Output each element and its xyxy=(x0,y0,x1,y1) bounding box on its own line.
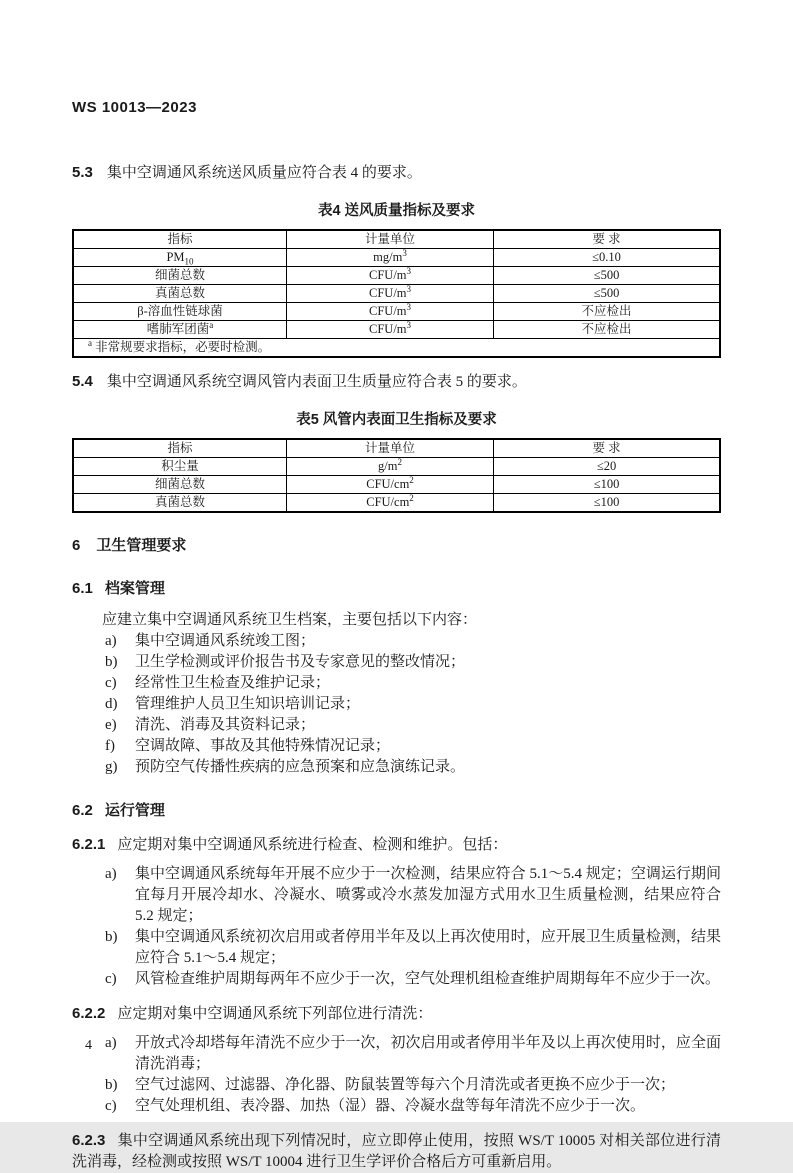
item-text: 空调故障、事故及其他特殊情况记录； xyxy=(135,738,391,754)
item-text: 预防空气传播性疾病的应急预案和应急演练记录。 xyxy=(135,759,466,775)
requirement-cell: ≤20 xyxy=(494,458,720,476)
clause-6-2-3 xyxy=(72,1130,721,1173)
indicator-cell xyxy=(73,303,287,321)
unit-cell xyxy=(287,494,494,513)
indicator-cell xyxy=(73,476,287,494)
requirement-cell: ≤500 xyxy=(494,267,720,285)
list-item xyxy=(72,631,721,652)
heading-title: 卫生管理要求 xyxy=(96,537,187,554)
item-text: 空气处理机组、表冷器、加热（湿）器、冷凝水盘等每年清洗不应少于一次。 xyxy=(135,1098,646,1114)
item-text: 管理维护人员卫生知识培训记录； xyxy=(135,696,361,712)
table4-title: 表4 送风质量指标及要求 xyxy=(317,203,476,219)
item-marker: c) xyxy=(105,971,117,987)
table-row xyxy=(73,458,720,476)
item-marker: e) xyxy=(105,717,117,733)
unit-cell xyxy=(287,249,494,267)
indicator-name: 真菌总数 xyxy=(154,286,205,300)
requirement-cell: 不应检出 xyxy=(494,303,720,321)
table-row xyxy=(73,494,720,513)
table5-header-row xyxy=(73,439,720,458)
table4-footnote xyxy=(73,339,720,358)
footnote-marker: a xyxy=(88,338,92,348)
clause-6-2-1 xyxy=(72,834,721,856)
table-row xyxy=(73,267,720,285)
table-row xyxy=(73,285,720,303)
indicator-name: 细菌总数 xyxy=(154,268,205,282)
table4-col-header: 指标 xyxy=(73,230,287,249)
standard-number-header: WS 10013—2023 xyxy=(72,99,197,116)
indicator-name: 细菌总数 xyxy=(154,477,205,491)
unit-name: CFU/cm xyxy=(366,477,410,491)
table4-col-header: 计量单位 xyxy=(287,230,494,249)
clause-number: 6 xyxy=(72,537,81,554)
item-text: 空气过滤网、过滤器、净化器、防鼠装置等每六个月清洗或者更换不应少于一次； xyxy=(135,1077,676,1093)
item-marker: c) xyxy=(105,675,117,691)
unit-cell xyxy=(287,321,494,339)
page-number: 4 xyxy=(85,1038,92,1053)
item-text: 集中空调通风系统每年开展不应少于一次检测，结果应符合 5.1～5.4 规定；空调运行期间宜每月开展冷却水、冷凝水、喷雾或冷水蒸发加湿方式用水卫生质量检测，结果应符合 5.2 规定； xyxy=(135,866,721,924)
indicator-cell xyxy=(73,458,287,476)
table5 xyxy=(72,438,721,513)
list-item xyxy=(72,1075,721,1096)
heading-title: 运行管理 xyxy=(104,802,165,819)
requirement-cell: ≤500 xyxy=(494,285,720,303)
unit-superscript: 3 xyxy=(406,302,412,312)
table-row xyxy=(73,476,720,494)
item-text: 集中空调通风系统初次启用或者停用半年及以上再次使用时，应开展卫生质量检测，结果应符合 5.1～5.4 规定； xyxy=(135,929,721,966)
clause-number: 6.2.3 xyxy=(72,1132,106,1149)
item-marker: a) xyxy=(105,866,117,882)
indicator-cell xyxy=(73,285,287,303)
item-text: 经常性卫生检查及维护记录； xyxy=(135,675,331,691)
table-row xyxy=(73,303,720,321)
clause-text: 应定期对集中空调通风系统进行检查、检测和维护。包括： xyxy=(117,837,508,853)
clause-text: 集中空调通风系统空调风管内表面卫生质量应符合表 5 的要求。 xyxy=(106,374,527,390)
clause-6-2-2-list xyxy=(72,1033,721,1117)
list-item xyxy=(72,969,721,990)
heading-6-1 xyxy=(72,578,721,599)
clause-number: 5.4 xyxy=(72,373,93,390)
list-item xyxy=(72,694,721,715)
clause-text: 集中空调通风系统出现下列情况时，应立即停止使用，按照 WS/T 10005 对相关部位进行清洗消毒，经检测或按照 WS/T 10004 进行卫生学评价合格后方可重新启用。 xyxy=(72,1133,721,1170)
unit-superscript: 3 xyxy=(406,266,412,276)
requirement-cell: 不应检出 xyxy=(494,321,720,339)
list-item xyxy=(72,673,721,694)
unit-superscript: 3 xyxy=(406,284,412,294)
item-marker: b) xyxy=(105,654,118,670)
requirement-cell: ≤100 xyxy=(494,476,720,494)
indicator-superscript: a xyxy=(209,320,214,330)
requirement-cell: ≤0.10 xyxy=(494,249,720,267)
clause-5-4 xyxy=(72,371,721,393)
item-marker: a) xyxy=(105,1035,117,1051)
unit-name: CFU/m xyxy=(369,304,407,318)
list-item xyxy=(72,927,721,969)
table-row xyxy=(73,321,720,339)
unit-superscript: 2 xyxy=(409,475,414,485)
unit-name: mg/m xyxy=(373,250,403,264)
item-text: 清洗、消毒及其资料记录； xyxy=(135,717,316,733)
heading-6-2 xyxy=(72,800,721,821)
clause-text: 应定期对集中空调通风系统下列部位进行清洗： xyxy=(117,1006,433,1022)
unit-cell xyxy=(287,303,494,321)
item-marker: f) xyxy=(105,738,115,754)
list-item xyxy=(72,1033,721,1075)
item-marker: g) xyxy=(105,759,118,775)
clause-number: 6.2 xyxy=(72,802,93,819)
table4-header-row xyxy=(73,230,720,249)
item-marker: c) xyxy=(105,1098,117,1114)
clause-6-2-2 xyxy=(72,1003,721,1025)
unit-cell xyxy=(287,458,494,476)
list-item xyxy=(72,757,721,778)
table5-col-header: 计量单位 xyxy=(287,439,494,458)
list-item xyxy=(72,736,721,757)
item-text: 开放式冷却塔每年清洗不应少于一次，初次启用或者停用半年及以上再次使用时，应全面清洗消毒； xyxy=(135,1035,721,1072)
unit-name: g/m xyxy=(378,459,398,473)
table5-col-header: 指标 xyxy=(73,439,287,458)
clause-number: 6.2.2 xyxy=(72,1005,106,1022)
heading-6 xyxy=(72,535,721,556)
unit-name: CFU/m xyxy=(369,322,407,336)
clause-6-2-1-list xyxy=(72,864,721,990)
clause-number: 5.3 xyxy=(72,164,93,181)
item-text: 风管检查维护周期每两年不应少于一次，空气处理机组检查维护周期每年不应少于一次。 xyxy=(135,971,721,987)
unit-name: CFU/cm xyxy=(366,495,410,509)
indicator-cell xyxy=(73,321,287,339)
table-row xyxy=(73,249,720,267)
item-marker: a) xyxy=(105,633,117,649)
clause-text: 集中空调通风系统送风质量应符合表 4 的要求。 xyxy=(106,165,422,181)
list-item xyxy=(72,1096,721,1117)
unit-superscript: 3 xyxy=(406,320,412,330)
clause-6-1-list xyxy=(72,631,721,778)
clause-5-3 xyxy=(72,162,721,184)
clause-6-1-intro: 应建立集中空调通风系统卫生档案，主要包括以下内容： xyxy=(102,612,478,628)
unit-superscript: 2 xyxy=(409,493,414,503)
unit-superscript: 3 xyxy=(402,248,407,258)
item-marker: b) xyxy=(105,1077,118,1093)
indicator-cell xyxy=(73,249,287,267)
requirement-cell: ≤100 xyxy=(494,494,720,513)
list-item xyxy=(72,715,721,736)
item-marker: b) xyxy=(105,929,118,945)
list-item xyxy=(72,652,721,673)
unit-name: CFU/m xyxy=(369,286,407,300)
list-item xyxy=(72,864,721,927)
footnote-text: 非常规要求指标，必要时检测。 xyxy=(95,340,271,354)
table4-footnote-row xyxy=(73,339,720,358)
unit-cell xyxy=(287,285,494,303)
table5-col-header: 要 求 xyxy=(494,439,720,458)
indicator-cell xyxy=(73,494,287,513)
unit-cell xyxy=(287,267,494,285)
item-text: 卫生学检测或评价报告书及专家意见的整改情况； xyxy=(135,654,466,670)
indicator-name: β-溶血性链球菌 xyxy=(137,304,223,318)
clause-number: 6.2.1 xyxy=(72,836,106,853)
heading-title: 档案管理 xyxy=(104,580,165,597)
indicator-name: 积尘量 xyxy=(161,459,199,473)
indicator-cell xyxy=(73,267,287,285)
item-text: 集中空调通风系统竣工图； xyxy=(135,633,316,649)
unit-cell xyxy=(287,476,494,494)
indicator-name: PM xyxy=(166,250,185,264)
table4 xyxy=(72,229,721,358)
indicator-name: 真菌总数 xyxy=(154,495,205,509)
table5-title: 表5 风管内表面卫生指标及要求 xyxy=(296,412,497,428)
indicator-subscript: 10 xyxy=(184,256,194,267)
clause-number: 6.1 xyxy=(72,580,93,597)
indicator-name: 嗜肺军团菌 xyxy=(146,322,210,336)
unit-name: CFU/m xyxy=(369,268,407,282)
table4-col-header: 要 求 xyxy=(494,230,720,249)
unit-superscript: 2 xyxy=(397,457,402,467)
item-marker: d) xyxy=(105,696,118,712)
